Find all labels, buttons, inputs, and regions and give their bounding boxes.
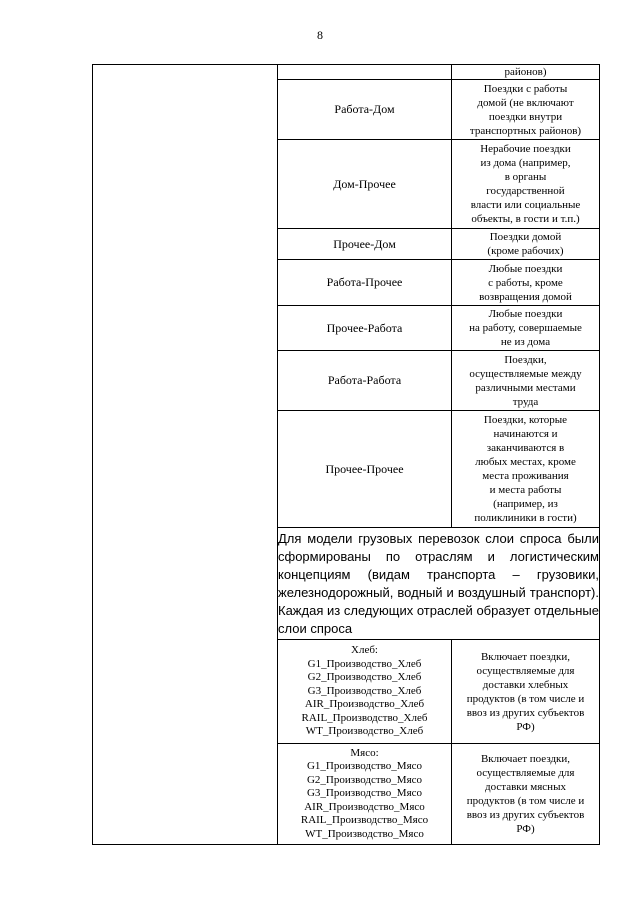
trip-type-cell: Прочее-Работа xyxy=(278,306,452,351)
freight-description-cell: Включает поездки, осуществляемые для доставки мясных продуктов (в том числе и ввоз из других субъектов РФ) xyxy=(452,744,600,845)
trip-type-cell: Прочее-Дом xyxy=(278,229,452,260)
trip-description-cell: Поездки с работы домой (не включают поездки внутри транспортных районов) xyxy=(452,80,600,140)
trip-description-cell: Поездки, осуществляемые между различными местами труда xyxy=(452,351,600,411)
trip-description-cell: Любые поездки с работы, кроме возвращения домой xyxy=(452,260,600,306)
trip-type-cell: Работа-Дом xyxy=(278,80,452,140)
trip-description-cell: Любые поездки на работу, совершаемые не из дома xyxy=(452,306,600,351)
empty-first-column-cell xyxy=(93,65,278,845)
demand-layer-list: Мясо: G1_Производство_Мясо G2_Производство_Мясо G3_Производство_Мясо AIR_Производство_Мясо RAIL_Производство_Мясо WT_Производство_Мясо xyxy=(278,744,452,845)
trip-description-cell: Нерабочие поездки из дома (например, в органы государственной власти или социальные объекты, в гости и т.п.) xyxy=(452,140,600,229)
demand-layer-list: Хлеб: G1_Производство_Хлеб G2_Производство_Хлеб G3_Производство_Хлеб AIR_Производство_Хлеб RAIL_Производство_Хлеб WT_Производство_Хлеб xyxy=(278,640,452,744)
trip-type-cell: Прочее-Прочее xyxy=(278,411,452,528)
trip-type-cell: Дом-Прочее xyxy=(278,140,452,229)
page-number: 8 xyxy=(317,28,323,42)
data-table xyxy=(92,64,600,845)
table-row xyxy=(93,65,600,80)
trip-type-cell: Работа-Прочее xyxy=(278,260,452,306)
freight-paragraph: Для модели грузовых перевозок слои спроса были сформированы по отраслям и логистическим концепциям (видам транспорта – грузовики, железнодорожный, водный и воздушный транспорт). Каждая из следующих отраслей образует отдельные слои спроса xyxy=(278,528,600,640)
trip-type-cell: Работа-Работа xyxy=(278,351,452,411)
trip-type-cell xyxy=(278,65,452,80)
trip-description-cell: Поездки домой (кроме рабочих) xyxy=(452,229,600,260)
trip-description-cell: Поездки, которые начинаются и заканчиваются в любых местах, кроме места проживания и места работы (например, из поликлиники в гости) xyxy=(452,411,600,528)
freight-description-cell: Включает поездки, осуществляемые для доставки хлебных продуктов (в том числе и ввоз из других субъектов РФ) xyxy=(452,640,600,744)
trip-description-cell: районов) xyxy=(452,65,600,80)
